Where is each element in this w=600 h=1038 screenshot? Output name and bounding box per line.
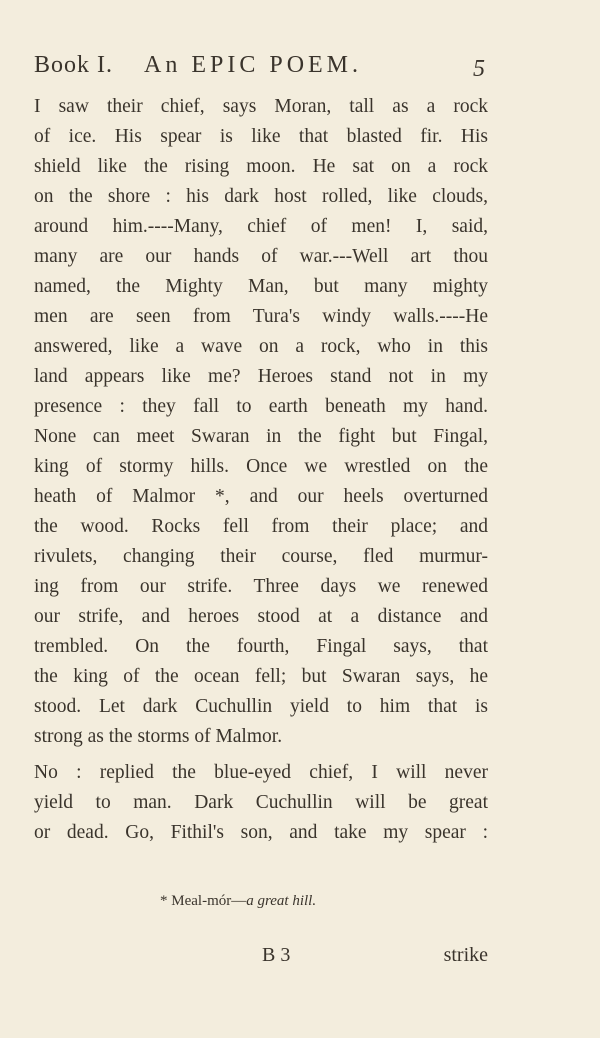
text-line: men are seen from Tura's windy walls.----He [34, 306, 488, 327]
paragraph-1 [34, 92, 488, 752]
text-line: presence : they fall to earth beneath my hand. [34, 396, 488, 417]
text-line: on the shore : his dark host rolled, like clouds, [34, 186, 488, 207]
text-line: I saw their chief, says Moran, tall as a rock [34, 96, 488, 117]
text-line: stood. Let dark Cuchullin yield to him that is [34, 696, 488, 717]
page-number: 5 [473, 56, 486, 82]
text-line: our strife, and heroes stood at a distance and [34, 606, 488, 627]
text-line: No : replied the blue-eyed chief, I will never [34, 762, 488, 783]
text-line: None can meet Swaran in the fight but Fingal, [34, 426, 488, 447]
text-line: around him.----Many, chief of men! I, said, [34, 216, 488, 237]
text-line: answered, like a wave on a rock, who in this [34, 336, 488, 357]
text-line: trembled. On the fourth, Fingal says, that [34, 636, 488, 657]
signature-mark: B 3 [262, 944, 291, 966]
text-line: shield like the rising moon. He sat on a rock [34, 156, 488, 177]
text-line: the wood. Rocks fell from their place; and [34, 516, 488, 537]
running-header [34, 52, 486, 86]
text-line: rivulets, changing their course, fled murmur- [34, 546, 488, 567]
body-text [34, 92, 488, 848]
footnote-gloss: a great hill. [246, 893, 317, 909]
page-footer [34, 944, 488, 974]
running-title: An EPIC POEM. [144, 52, 363, 78]
catchword: strike [443, 944, 488, 966]
text-line: named, the Mighty Man, but many mighty [34, 276, 488, 297]
footnote [160, 893, 316, 910]
text-line: the king of the ocean fell; but Swaran says, he [34, 666, 488, 687]
paragraph-2 [34, 758, 488, 848]
footnote-marker: * [160, 893, 168, 909]
text-line: land appears like me? Heroes stand not in my [34, 366, 488, 387]
footnote-term: Meal-mór— [171, 893, 247, 909]
text-line: strong as the storms of Malmor. [34, 726, 283, 747]
text-line: many are our hands of war.---Well art thou [34, 246, 488, 267]
text-line: yield to man. Dark Cuchullin will be great [34, 792, 488, 813]
book-label: Book I. [34, 52, 113, 78]
text-line: king of stormy hills. Once we wrestled on the [34, 456, 488, 477]
text-line: ing from our strife. Three days we renewed [34, 576, 488, 597]
text-line: heath of Malmor *, and our heels overturned [34, 486, 488, 507]
text-line: of ice. His spear is like that blasted fir. His [34, 126, 488, 147]
text-line: or dead. Go, Fithil's son, and take my spear : [34, 822, 488, 843]
